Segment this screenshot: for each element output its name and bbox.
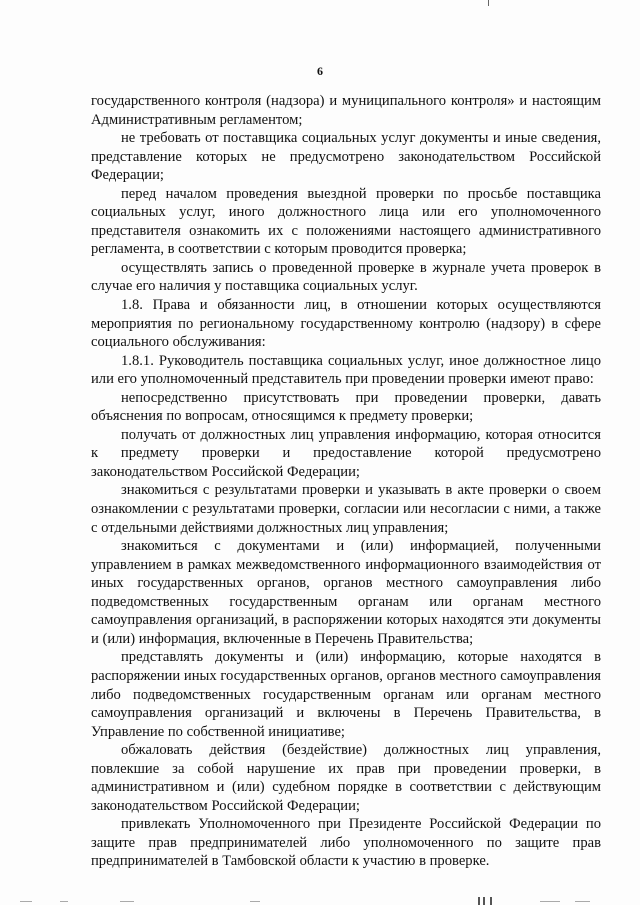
scan-artifact-bottom bbox=[0, 897, 640, 905]
paragraph-7: непосредственно присутствовать при проведении проверки, давать объяснения по вопросам, относящимся к предмету проверки; bbox=[91, 389, 601, 425]
paragraph-4: осуществлять запись о проведенной проверке в журнале учета проверок в случае его наличия у поставщика социальных услуг. bbox=[91, 259, 601, 295]
paragraph-13: привлекать Уполномоченного при Президенте Российской Федерации по защите прав предпринимателей либо уполномоченного по защите прав предпринимателей в Тамбовской области к участию в проверке. bbox=[91, 816, 601, 870]
scan-dot bbox=[60, 901, 68, 902]
scan-bar bbox=[478, 897, 480, 905]
scan-dot bbox=[575, 901, 590, 902]
paragraph-12: обжаловать действия (бездействие) должностных лиц управления, повлекшие за собой нарушение их прав при проведении проверки, в административном и (или) судебном порядке в соответствии с действующим законодательством Российской Федерации; bbox=[91, 742, 601, 814]
paragraph-5: 1.8. Права и обязанности лиц, в отношении которых осуществляются мероприятия по региональному государственному контролю (надзору) в сфере социального обслуживания: bbox=[91, 297, 601, 351]
paragraph-2: не требовать от поставщика социальных услуг документы и иные сведения, представление которых не предусмотрено законодательством Российской Федерации; bbox=[91, 130, 601, 184]
paragraph-10: знакомиться с документами и (или) информацией, полученными управлением в рамках межведомственного информационного взаимодействия от иных государственных органов, органов местного самоуправления либо подведомственных государственным органам или органам местного самоуправления организаций, в распоряжении которых находятся эти документы и (или) информация, включенные в Перечень Правительства; bbox=[91, 538, 601, 647]
body-text bbox=[91, 92, 601, 871]
scan-dot bbox=[540, 901, 560, 902]
paragraph-9: знакомиться с результатами проверки и указывать в акте проверки о своем ознакомлении с результатами проверки, согласии или несогласии с ними, а также с отдельными действиями должностных лиц управления; bbox=[91, 482, 601, 536]
scan-dot bbox=[250, 901, 260, 902]
paragraph-6: 1.8.1. Руководитель поставщика социальных услуг, иное должностное лицо или его уполномоченный представитель при проведении проверки имеют право: bbox=[91, 352, 601, 388]
scan-artifact-top bbox=[488, 0, 489, 6]
page-number: 6 bbox=[317, 64, 323, 78]
scan-bar bbox=[483, 897, 485, 905]
paragraph-8: получать от должностных лиц управления информацию, которая относится к предмету проверки и предоставление которой предусмотрено законодательством Российской Федерации; bbox=[91, 426, 601, 480]
paragraph-1: государственного контроля (надзора) и муниципального контроля» и настоящим Административным регламентом; bbox=[91, 93, 601, 128]
scan-bar bbox=[490, 897, 492, 905]
scan-dot bbox=[20, 901, 32, 902]
scan-dot bbox=[120, 901, 134, 902]
paragraph-11: представлять документы и (или) информацию, которые находятся в распоряжении иных государственных органов, органов местного самоуправления либо подведомственных государственным органам или органам местного самоуправления организаций и включены в Перечень Правительства, в Управление по собственной инициативе; bbox=[91, 649, 601, 740]
paragraph-3: перед началом проведения выездной проверки по просьбе поставщика социальных услуг, иного должностного лица или его уполномоченного представителя ознакомить их с положениями настоящего административного регламента, в соответствии с которым проводится проверка; bbox=[91, 185, 601, 258]
